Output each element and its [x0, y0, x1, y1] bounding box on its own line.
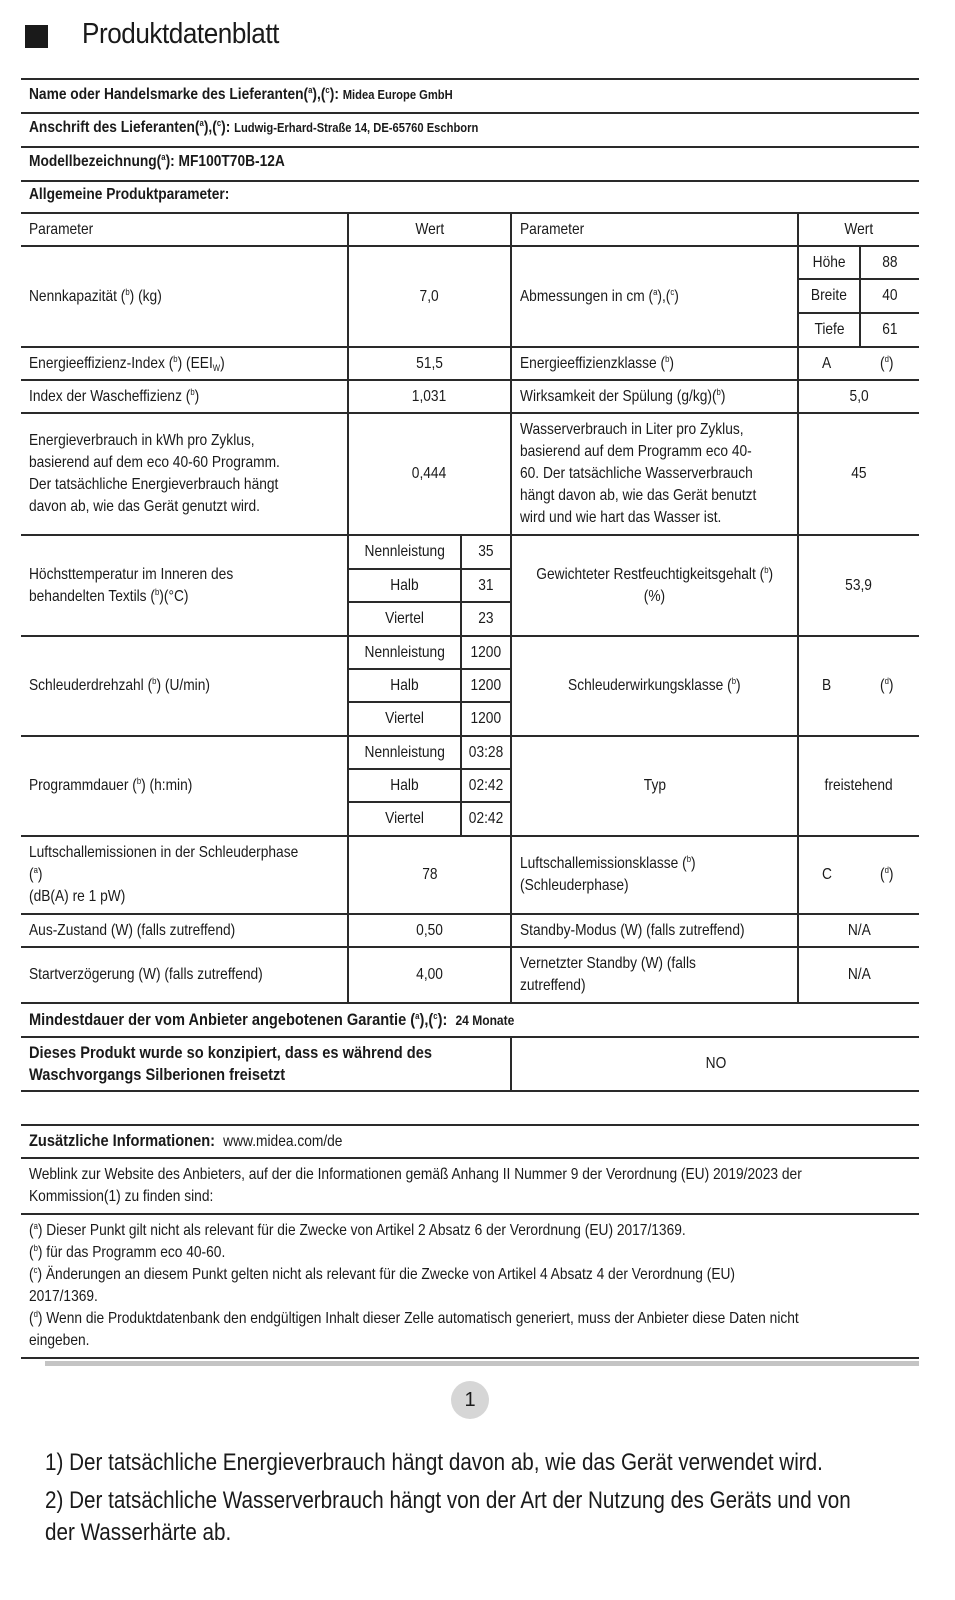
- silver-ions-value: NO: [705, 1055, 726, 1072]
- warranty-row: Mindestdauer der vom Anbieter angebotenen Garantie ($^a$),($^c$): 24 Monate: [29, 1010, 515, 1029]
- param-wash-index: Index der Wascheffizienz ($^b$): [29, 386, 200, 405]
- load-label: Nennleistung: [364, 643, 445, 661]
- load-value: 02:42: [468, 776, 504, 794]
- value-capacity: 7,0: [419, 287, 440, 305]
- param-standby: Standby-Modus (W) (falls zutreffend): [520, 921, 745, 939]
- param-networked-standby: Vernetzter Standby (W) (falls zutreffend): [520, 955, 696, 994]
- value-wash-index: 1,031: [412, 387, 447, 405]
- divider: [21, 1357, 919, 1359]
- load-value: 1200: [470, 710, 502, 727]
- divider: [21, 78, 919, 80]
- load-value: 31: [478, 576, 494, 594]
- title-square-icon: [25, 25, 48, 48]
- value-noise-class: C: [822, 866, 832, 883]
- value-delay-start: 4,00: [416, 966, 443, 983]
- silver-ions-question: Dieses Produkt wurde so konzipiert, dass es während des Waschvorgangs Silberionen freisetzt: [29, 1043, 432, 1084]
- value-rinse: 5,0: [849, 387, 869, 405]
- additional-info-row: Zusätzliche Informationen: www.midea.com/de: [29, 1131, 343, 1150]
- param-water-consumption: Wasserverbrauch in Liter pro Zyklus, basierend auf dem Programm eco 40- 60. Der tatsächliche Wasserverbrauch hängt davon ab, wie das Gerät benutzt wird und wie hart das Wasser ist.: [520, 421, 757, 526]
- general-params-heading: Allgemeine Produktparameter:: [29, 186, 230, 203]
- grey-bar: [45, 1361, 919, 1366]
- dimension-value: 40: [882, 287, 898, 304]
- load-label: Viertel: [385, 610, 424, 627]
- param-program-duration: Programmdauer ($^b$) (h:min): [29, 776, 193, 794]
- load-label: Nennleistung: [364, 543, 445, 560]
- param-spin-class: Schleuderwirkungsklasse ($^b$): [568, 676, 741, 694]
- param-energy-consumption: Energieverbrauch in kWh pro Zyklus, basierend auf dem eco 40-60 Programm. Der tatsächliche Energieverbrauch hängt davon ab, wie das Gerät genutzt wird.: [29, 432, 280, 515]
- value-eei: 51,5: [416, 354, 443, 372]
- footnote-b: ($^b$) für das Programm eco 40-60.: [29, 1243, 226, 1261]
- param-delay-start: Startverzögerung (W) (falls zutreffend): [29, 966, 263, 983]
- value-energy-class: A: [822, 354, 832, 372]
- footnote-ref: ($^d$): [880, 865, 894, 883]
- param-off-mode: Aus-Zustand (W) (falls zutreffend): [29, 921, 236, 939]
- footnote-d: ($^d$) Wenn die Produktdatenbank den endgültigen Inhalt dieser Zelle automatisch generiert, muss der Anbieter diese Daten nicht: [29, 1309, 799, 1327]
- load-value: 1200: [470, 643, 502, 661]
- divider: [21, 1124, 919, 1126]
- address-row: Anschrift des Lieferanten($^a$),($^c$): Ludwig-Erhard-Straße 14, DE-65760 Eschborn: [29, 118, 479, 136]
- supplier-value: Midea Europe GmbH: [342, 87, 453, 102]
- load-value: 23: [478, 610, 494, 627]
- divider: [21, 180, 919, 182]
- value-standby: N/A: [847, 921, 871, 939]
- param-noise-class: Luftschallemissionsklasse ($^b$) (Schleuderphase): [520, 854, 696, 894]
- param-spin-speed: Schleuderdrehzahl ($^b$) (U/min): [29, 676, 210, 694]
- supplier-row: Name oder Handelsmarke des Lieferanten($^a$),($^c$): Midea Europe GmbH: [29, 85, 453, 103]
- website-link[interactable]: www.midea.com/de: [223, 1133, 343, 1150]
- footnote-c: ($^c$) Änderungen an diesem Punkt gelten nicht als relevant für die Zwecke von Artikel 4 Absatz 4 der Verordnung (EU): [29, 1265, 736, 1283]
- param-dimensions: Abmessungen in cm ($^a$),($^c$): [520, 286, 679, 305]
- column-header-value: Wert: [415, 220, 444, 238]
- bottom-note: 2) Der tatsächliche Wasserverbrauch hängt von der Art der Nutzung des Geräts und von: [45, 1487, 851, 1514]
- address-value: Ludwig-Erhard-Straße 14, DE-65760 Eschborn: [234, 120, 479, 135]
- column-header-parameter: Parameter: [29, 220, 94, 238]
- bottom-note: der Wasserhärte ab.: [45, 1519, 232, 1546]
- param-rinse: Wirksamkeit der Spülung (g/kg)($^b$): [520, 386, 726, 405]
- load-label: Halb: [390, 676, 419, 694]
- footnotes: ($^a$) Dieser Punkt gilt nicht als relevant für die Zwecke von Artikel 2 Absatz 6 der Verordnung (EU) 2017/1369. ($^b$) für das Programm eco 40-60. ($^c$) Änderungen an diesem Punkt gelten nicht als relevant für die Zwecke von Artikel 4 Absatz 4 der Verordnung (EU) 2017/1369. ($^d$) Wenn die Produktdatenbank den endgültigen Inhalt dieser Zelle automatisch generiert, muss der Anbieter diese Daten nicht eingeben.: [29, 1221, 799, 1349]
- row-border: [21, 1090, 919, 1092]
- dimension-value: 61: [882, 321, 898, 338]
- param-capacity: Nennkapazität ($^b$) (kg): [29, 286, 162, 305]
- dimension-label: Höhe: [812, 253, 846, 271]
- load-label: Viertel: [385, 710, 424, 727]
- weblink-text: Weblink zur Website des Anbieters, auf der die Informationen gemäß Anhang II Nummer 9 der Verordnung (EU) 2019/2023 der Kommission(1) zu finden sind:: [29, 1166, 802, 1205]
- load-value: 02:42: [468, 810, 504, 827]
- model-row: Modellbezeichnung($^a$): MF100T70B-12A: [29, 152, 285, 170]
- load-value: 03:28: [468, 743, 504, 761]
- value-moisture: 53,9: [845, 576, 873, 594]
- page-title: Produktdatenblatt: [82, 18, 279, 50]
- dimension-value: 88: [882, 253, 898, 271]
- value-spin-class: B: [822, 677, 832, 694]
- footnote-a: ($^a$) Dieser Punkt gilt nicht als relevant für die Zwecke von Artikel 2 Absatz 6 der Verordnung (EU) 2017/1369.: [29, 1221, 686, 1239]
- load-label: Halb: [390, 776, 419, 794]
- column-header-parameter: Parameter: [520, 220, 585, 238]
- page-number-badge: 1: [451, 1381, 489, 1419]
- value-water-consumption: 45: [851, 465, 867, 482]
- param-eei: Energieeffizienz-Index ($^b$) $(EEI_W)$: [29, 353, 225, 373]
- value-networked-standby: N/A: [847, 966, 871, 983]
- load-value: 35: [478, 543, 494, 560]
- value-type: freistehend: [824, 777, 894, 794]
- divider: [21, 1213, 919, 1215]
- load-label: Viertel: [385, 810, 424, 827]
- divider: [21, 1157, 919, 1159]
- load-value: 1200: [470, 676, 502, 694]
- column-header-value: Wert: [844, 220, 874, 238]
- param-noise: Luftschallemissionen in der Schleuderphase ($^a$) (dB(A) re 1 pW): [29, 844, 299, 905]
- footnote-ref: ($^d$): [880, 676, 894, 694]
- footnote-ref: ($^d$): [880, 353, 894, 372]
- load-label: Nennleistung: [364, 743, 445, 761]
- param-type: Typ: [643, 777, 666, 794]
- load-label: Halb: [390, 576, 419, 594]
- model-value: MF100T70B-12A: [178, 153, 285, 170]
- dimension-label: Tiefe: [813, 321, 845, 338]
- bottom-note: 1) Der tatsächliche Energieverbrauch hängt davon ab, wie das Gerät verwendet wird.: [45, 1449, 823, 1476]
- param-energy-class: Energieeffizienzklasse ($^b$): [520, 353, 674, 372]
- divider: [21, 146, 919, 148]
- value-noise: 78: [421, 866, 438, 883]
- param-max-temperature: Höchsttemperatur im Inneren des behandelten Textils ($^b$)(°C): [29, 565, 234, 605]
- param-moisture: Gewichteter Restfeuchtigkeitsgehalt ($^b$) (%): [536, 564, 773, 605]
- value-off-mode: 0,50: [416, 921, 443, 939]
- divider: [21, 112, 919, 114]
- value-energy-consumption: 0,444: [412, 465, 447, 482]
- dimension-label: Breite: [811, 287, 847, 304]
- warranty-value: 24 Monate: [455, 1012, 515, 1028]
